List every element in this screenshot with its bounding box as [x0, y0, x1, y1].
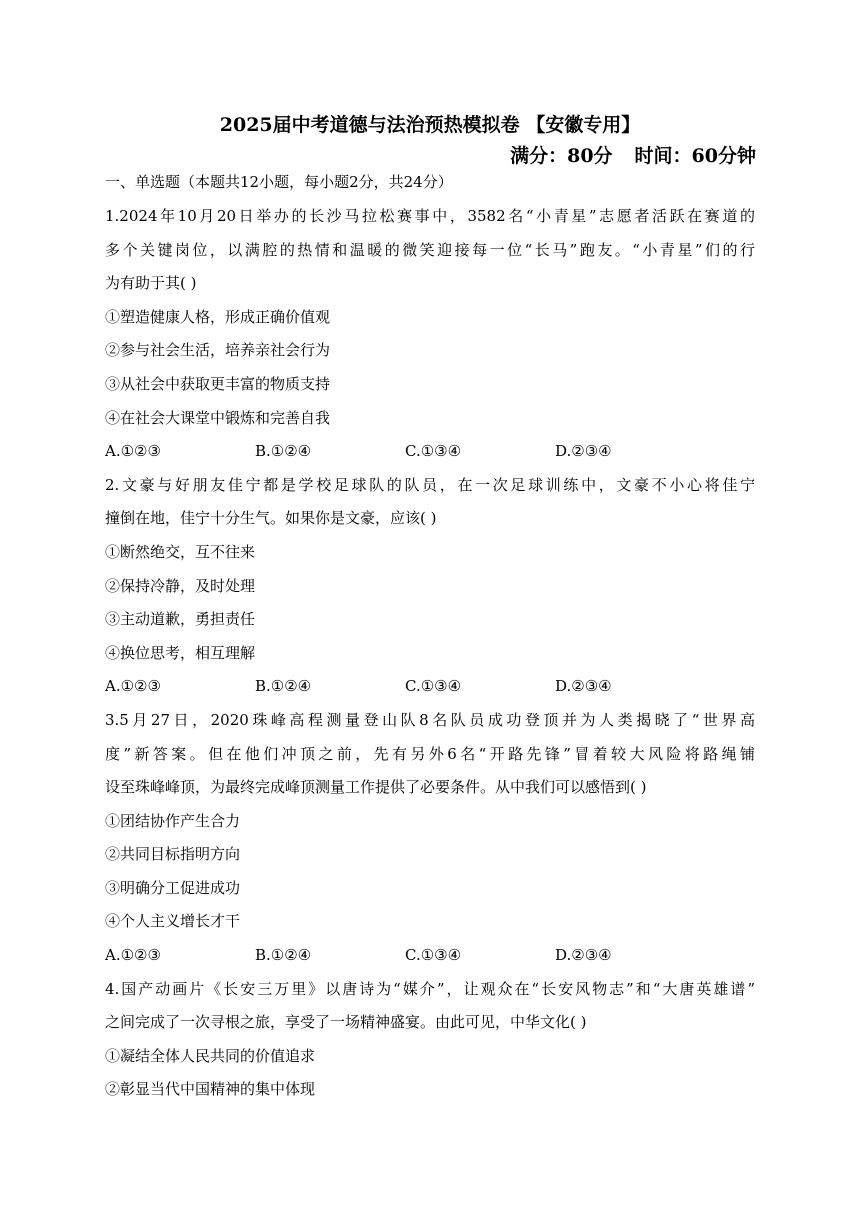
question-stem-line: 撞倒在地，佳宁十分生气。如果你是文豪，应该( ): [105, 509, 437, 528]
option-c[interactable]: C.①③④: [405, 946, 462, 965]
statement-item: ③主动道歉，勇担责任: [105, 610, 256, 629]
option-d[interactable]: D.②③④: [555, 677, 612, 696]
option-d[interactable]: D.②③④: [555, 946, 612, 965]
option-b[interactable]: B.①②④: [255, 442, 312, 461]
answer-options: [105, 435, 755, 469]
question-stem-line: 2.文豪与好朋友佳宁都是学校足球队的队员，在一次足球训练中，文豪不小心将佳宁: [105, 475, 755, 494]
question-2: [105, 469, 755, 704]
option-a[interactable]: A.①②③: [105, 442, 161, 461]
option-a[interactable]: A.①②③: [105, 946, 161, 965]
option-b[interactable]: B.①②④: [255, 677, 312, 696]
answer-options: [105, 939, 755, 973]
statement-item: ②彰显当代中国精神的集中体现: [105, 1080, 316, 1099]
statement-item: ③明确分工促进成功: [105, 878, 241, 897]
statement-item: ④在社会大课堂中锻炼和完善自我: [105, 408, 331, 427]
statement-item: ①团结协作产生合力: [105, 811, 241, 830]
section-heading: 一、单选题（本题共12小题，每小题2分，共24分）: [105, 173, 453, 191]
exam-time: 时间：60分钟: [634, 145, 756, 167]
statement-item: ①断然绝交，互不往来: [105, 542, 256, 561]
statement-item: ④换位思考，相互理解: [105, 643, 256, 662]
score-time-line: [510, 143, 756, 169]
statement-item: ②共同目标指明方向: [105, 845, 241, 864]
statement-item: ③从社会中获取更丰富的物质支持: [105, 374, 331, 393]
question-stem-line: 之间完成了一次寻根之旅，享受了一场精神盛宴。由此可见，中华文化( ): [105, 1013, 587, 1032]
statement-item: ①塑造健康人格，形成正确价值观: [105, 307, 331, 326]
question-stem-line: 1.2024年10月20日举办的长沙马拉松赛事中，3582名“小青星”志愿者活跃在赛道的: [105, 207, 755, 225]
statement-item: ④个人主义增长才干: [105, 912, 241, 931]
statement-item: ①凝结全体人民共同的价值追求: [105, 1046, 316, 1065]
statement-item: ②保持冷静，及时处理: [105, 576, 256, 595]
question-stem-line: 3.5月27日，2020珠峰高程测量登山队8名队员成功登顶并为人类揭晓了“世界高: [105, 710, 755, 729]
question-4: [105, 973, 755, 1107]
question-stem-line: 设至珠峰峰顶，为最终完成峰顶测量工作提供了必要条件。从中我们可以感悟到( ): [105, 778, 647, 797]
option-c[interactable]: C.①③④: [405, 677, 462, 696]
statement-item: ②参与社会生活，培养亲社会行为: [105, 341, 331, 360]
question-stem-line: 4.国产动画片《长安三万里》以唐诗为“媒介”，让观众在“长安风物志”和“大唐英雄谱”: [105, 979, 755, 998]
question-list: [105, 200, 755, 1107]
option-a[interactable]: A.①②③: [105, 677, 161, 696]
option-c[interactable]: C.①③④: [405, 442, 462, 461]
full-score: 满分：80分: [510, 145, 613, 167]
question-3: [105, 704, 755, 973]
question-stem-line: 多个关键岗位，以满腔的热情和温暖的微笑迎接每一位“长马”跑友。“小青星”们的行: [105, 240, 755, 259]
question-1: [105, 200, 755, 469]
option-d[interactable]: D.②③④: [555, 442, 612, 461]
option-b[interactable]: B.①②④: [255, 946, 312, 965]
question-stem-line: 为有助于其( ): [105, 274, 197, 293]
question-stem-line: 度”新答案。但在他们冲顶之前，先有另外6名“开路先锋”冒着较大风险将路绳铺: [105, 744, 755, 763]
answer-options: [105, 670, 755, 704]
exam-title: 2025届中考道德与法治预热模拟卷 【安徽专用】: [219, 114, 641, 136]
